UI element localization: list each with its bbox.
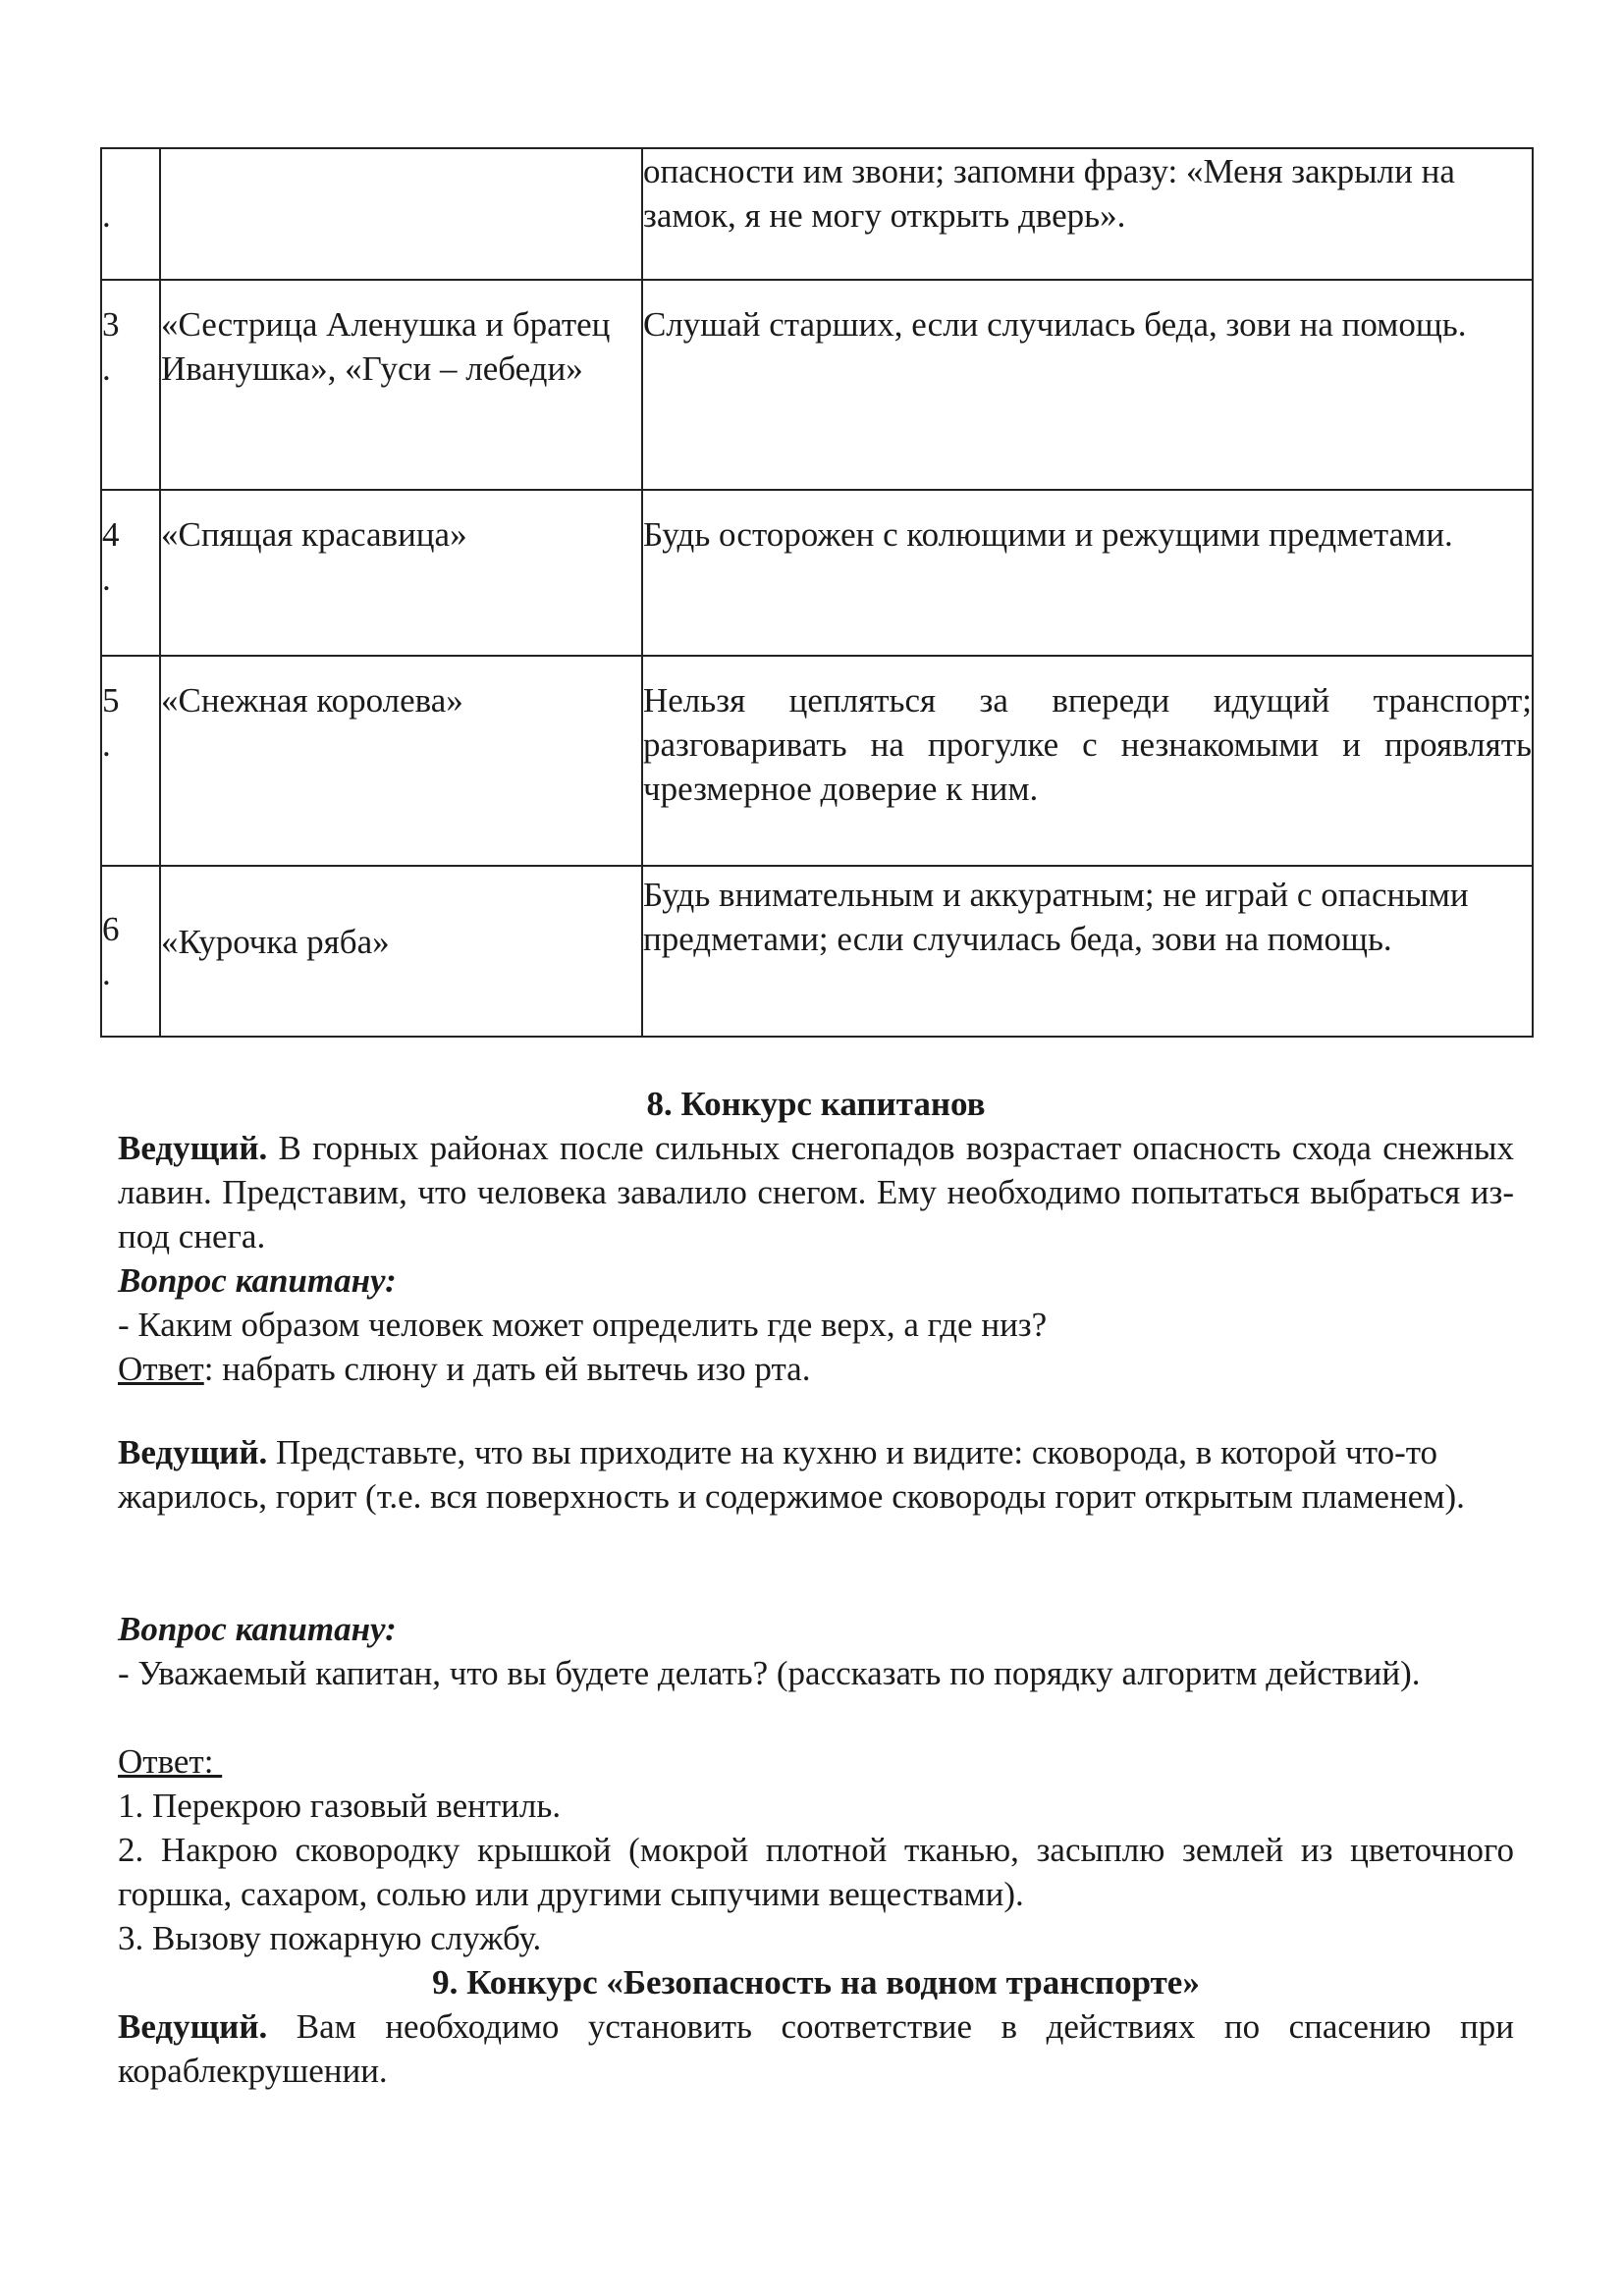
table-row [101,866,1533,1037]
answer-step: 2. Накрою сковородку крышкой (мокрой плотной тканью, засыплю землей из цветочного горшка, сахаром, солью или другими сыпучими веществами). [118,1831,1514,1913]
answer-step: 3. Вызову пожарную службу. [118,1919,542,1957]
section-8-paragraph-1: Ведущий. В горных районах после сильных снегопадов возрастает опасность схода снежных лавин. Представим, что человека завалило снегом. Ему необходимо попытаться выбраться из-под снега. [118,1129,1514,1255]
captain-question-label: Вопрос капитану: [118,1261,397,1300]
host-label: Ведущий. [118,2007,268,2046]
table-row [101,490,1533,656]
answer-1: Ответ: набрать слюну и дать ей вытечь изо рта. [118,1350,811,1388]
row-number: 4 . [101,490,160,656]
section-8-paragraph-2: Ведущий. Представьте, что вы приходите на кухню и видите: сковорода, в которой что-то жарилось, горит (т.е. вся поверхность и содержимое сковороды горит открытым пламенем). [118,1433,1465,1516]
row-number: 6 . [101,866,160,1037]
row-number: 5 . [101,656,160,866]
safety-rule: Будь осторожен с колющими и режущими предметами. [642,490,1533,656]
safety-rule: Будь внимательным и аккуратным; не играй с опасными предметами; если случилась беда, зови на помощь. [642,866,1533,1037]
row-number: . [101,148,160,280]
captain-question-label: Вопрос капитану: [118,1610,397,1648]
tale-title: «Сестрица Аленушка и братец Иванушка», «Гуси – лебеди» [160,280,642,490]
answer-label: Ответ [118,1350,204,1388]
captain-question-text: - Уважаемый капитан, что вы будете делать? (рассказать по порядку алгоритм действий). [118,1654,1421,1692]
table-row [101,656,1533,866]
answer-step: 1. Перекрою газовый вентиль. [118,1787,562,1825]
host-label: Ведущий. [118,1129,268,1167]
safety-rule: опасности им звони; запомни фразу: «Меня закрыли на замок, я не могу открыть дверь». [642,148,1533,280]
table-row [101,280,1533,490]
captain-question-text: - Каким образом человек может определить где верх, а где низ? [118,1306,1048,1344]
section-9-heading: 9. Конкурс «Безопасность на водном транспорте» [432,1963,1200,2002]
answer-label: Ответ: [118,1742,223,1781]
tale-title: «Курочка ряба» [160,866,642,1037]
tale-title [160,148,642,280]
tale-title: «Спящая красавица» [160,490,642,656]
tale-title: «Снежная королева» [160,656,642,866]
host-label: Ведущий. [118,1433,268,1471]
safety-rule: Нельзя цепляться за впереди идущий транспорт; разговаривать на прогулке с незнакомыми и проявлять чрезмерное доверие к ним. [642,656,1533,866]
safety-rule: Слушай старших, если случилась беда, зови на помощь. [642,280,1533,490]
section-9-paragraph: Ведущий. Вам необходимо установить соответствие в действиях по спасению при кораблекрушении. [118,2007,1514,2090]
table-row [101,148,1533,280]
row-number: 3 . [101,280,160,490]
section-8-heading: 8. Конкурс капитанов [646,1085,986,1123]
fairy-tales-table [100,147,1534,1038]
